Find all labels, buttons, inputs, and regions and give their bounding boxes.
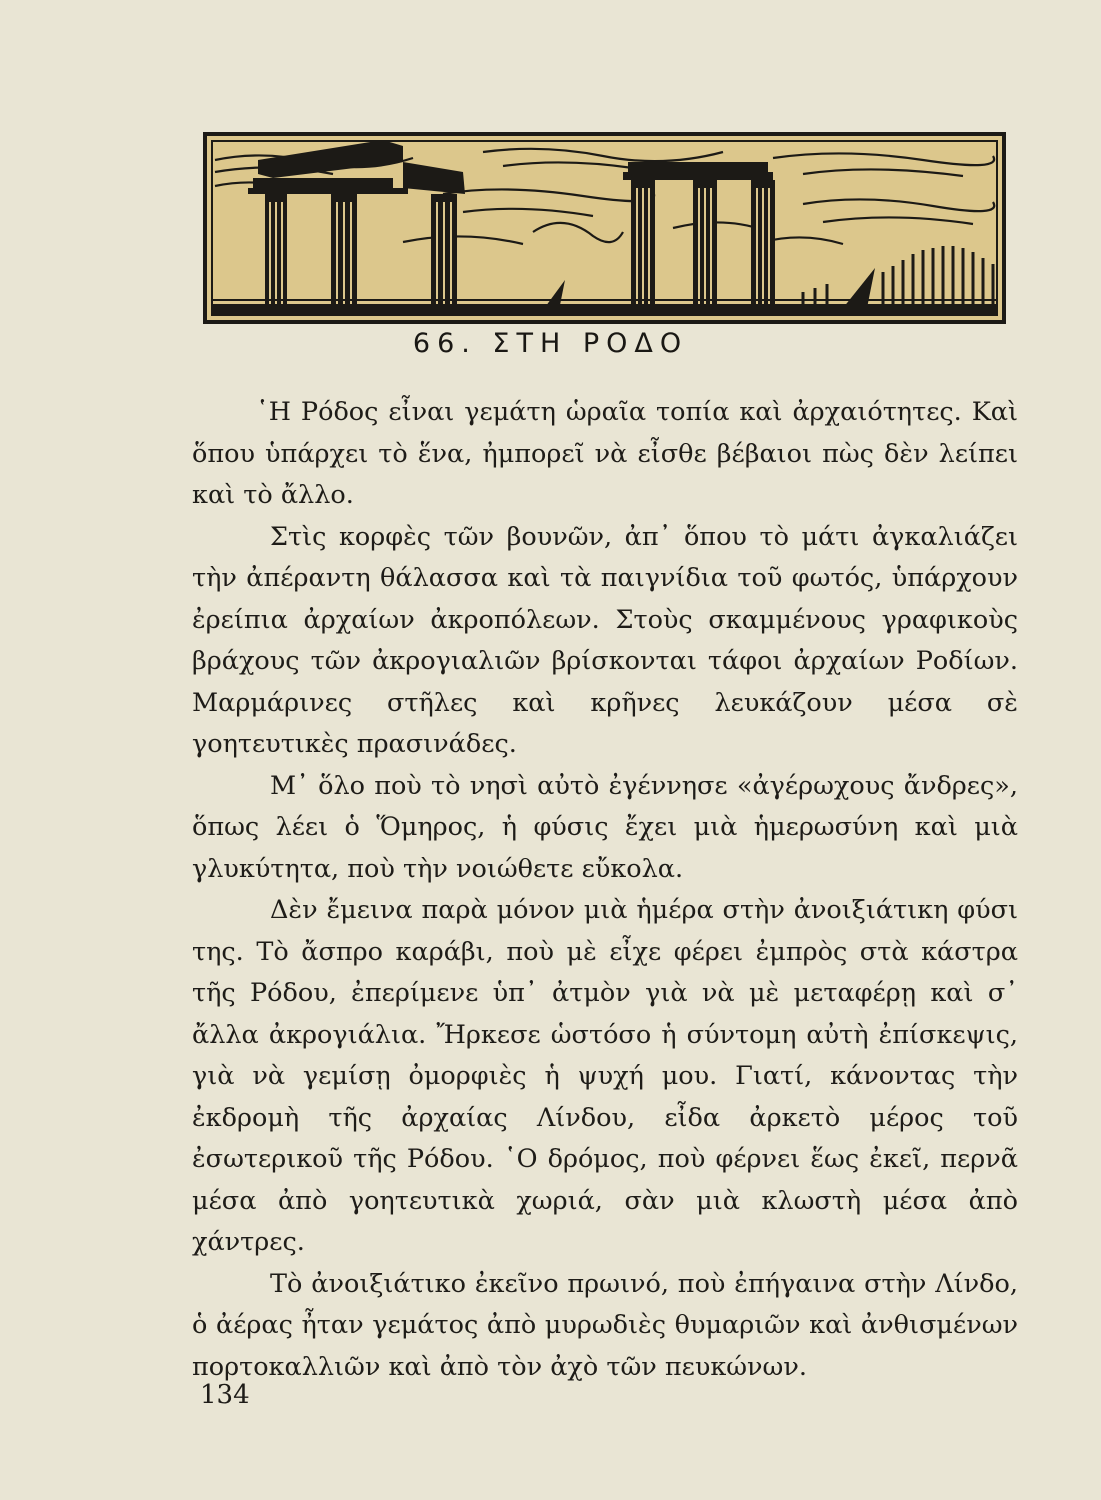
paragraph-5: Τὸ ἀνοιξιάτικο ἐκεῖνο πρωινό, ποὺ ἐπήγαινα στὴν Λίνδο, ὁ ἀέρας ἦταν γεμάτος ἀπὸ μυρωδιὲς θυμαριῶν καὶ ἀνθισμένων πορτοκαλλιῶν καὶ ἀπὸ τὸν ἀχὸ τῶν πευκώνων.	[192, 1268, 1018, 1382]
chapter-illustration	[203, 132, 1006, 324]
paragraph-2: Στὶς κορφὲς τῶν βουνῶν, ἀπ᾿ ὅπου τὸ μάτι ἀγκαλιάζει τὴν ἀπέραντη θάλασσα καὶ τὰ παιγνίδια τοῦ φωτός, ὑπάρχουν ἐρείπια ἀρχαίων ἀκροπόλεων. Στοὺς σκαμμένους γραφικοὺς βράχους τῶν ἀκρογιαλιῶν βρίσκονται τάφοι ἀρχαίων Ροδίων. Μαρμάρινες στῆλες καὶ κρῆνες λευκάζουν μέσα σὲ γοητευτικὲς πρασινάδες.	[192, 521, 1018, 759]
paragraph-3: Μ᾿ ὅλο ποὺ τὸ νησὶ αὐτὸ ἐγέννησε «ἀγέρωχους ἄνδρες», ὅπως λέει ὁ Ὅμηρος, ἡ φύσις ἔχει μιὰ ἡμερωσύνη καὶ μιὰ γλυκύτητα, ποὺ τὴν νοιώθετε εὔκολα.	[192, 770, 1018, 884]
paragraph-4: Δὲν ἔμεινα παρὰ μόνον μιὰ ἡμέρα στὴν ἀνοιξιάτικη φύσι της. Τὸ ἄσπρο καράβι, ποὺ μὲ εἶχε φέρει ἐμπρὸς στὰ κάστρα τῆς Ρόδου, ἐπερίμενε ὑπ᾿ ἀτμὸν γιὰ νὰ μὲ μεταφέρῃ καὶ σ᾿ ἄλλα ἀκρογιάλια. Ἤρκεσε ὡστόσο ἡ σύντομη αὐτὴ ἐπίσκεψις, γιὰ νὰ γεμίσῃ ὀμορφιὲς ἡ ψυχή μου. Γιατί, κάνοντας τὴν ἐκδρομὴ τῆς ἀρχαίας Λίνδου, εἶδα ἀρκετὸ μέρος τοῦ ἐσωτερικοῦ τῆς Ρόδου. ῾Ο δρόμος, ποὺ φέρνει ἕως ἐκεῖ, περνᾶ μέσα ἀπὸ γοητευτικὰ χωριά, σὰν μιὰ κλωστὴ μέσα ἀπὸ χάντρες.	[192, 895, 1018, 1257]
page-number: 134	[200, 1380, 250, 1410]
chapter-title: 66. ΣΤΗ ΡΟΔΟ	[412, 328, 689, 359]
paragraph-1: ῾Η Ρόδος εἶναι γεμάτη ὡραῖα τοπία καὶ ἀρχαιότητες. Καὶ ὅπου ὑπάρχει τὸ ἕνα, ἠμπορεῖ νὰ εἶσθε βέβαιοι πὼς δὲν λείπει καὶ τὸ ἄλλο.	[192, 397, 1018, 510]
chapter-body	[192, 392, 1018, 1388]
sea	[212, 304, 997, 315]
